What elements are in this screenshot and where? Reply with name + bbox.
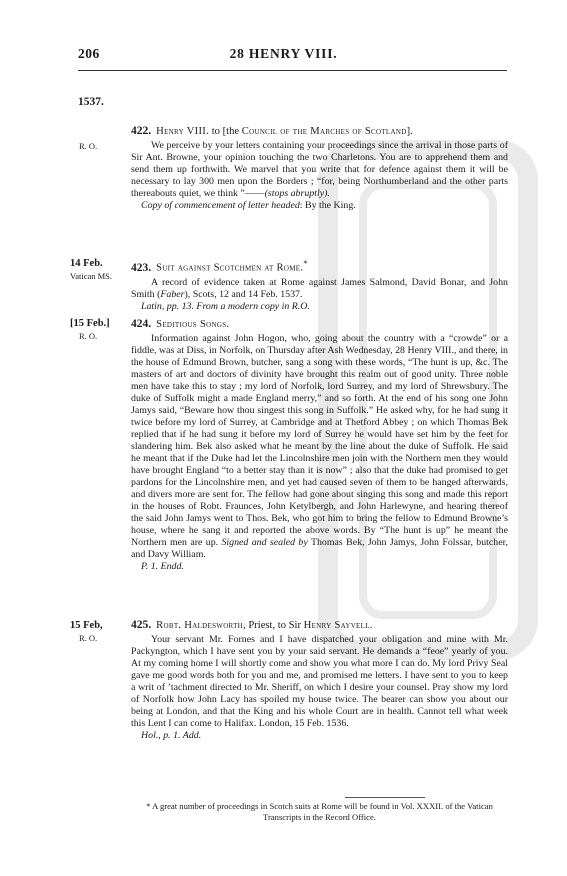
margin-source: Vatican MS. xyxy=(70,271,113,281)
entry-number: 425. xyxy=(131,619,152,631)
entry-body: A record of evidence taken at Rome against James Salmond, David Bonar, and John Smith (Faber), Scots, 12 and 14 Feb. 1537. xyxy=(131,276,508,300)
entry-425 xyxy=(131,619,508,742)
entry-number: 422. xyxy=(131,125,152,137)
entry-number: 423. xyxy=(131,261,152,274)
margin-422 xyxy=(70,140,124,152)
page-number: 206 xyxy=(78,46,100,61)
entry-heading: 423. Suit against Scotchmen at Rome.* xyxy=(131,258,308,274)
entry-note: Hol., p. 1. Add. xyxy=(141,730,202,742)
entry-body: We perceive by your letters containing your proceedings since the arrival in those parts of Sir Ant. Browne, your opinion touching the two Charletons. You are to apprehend them and send them up forthwith. We marvel that you write that for defence against them it will be necessary to lay 300 men upon the Borders ; “for, being Northumberland and the other parts thereabouts quiet, we think ”——(stops abruptly). xyxy=(131,140,508,200)
running-title: 28 HENRY VIII. xyxy=(229,46,338,61)
margin-date: 15 Feb, xyxy=(70,620,103,631)
footnote-rule xyxy=(345,797,425,798)
entry-heading: 424. Seditious Songs. xyxy=(131,318,230,330)
entry-body: Your servant Mr. Fornes and I have dispatched your obligation and mine with Mr. Packyngton, which I have sent you by your said servant. He demands a “feoe” yearly of you. At my coming home I will shortly come and show you what more I can do. My lord Privy Seal gave me good words both for you and me, and promised me letters. I have sent to you to keep a writ of ’tachment directed to Mr. Sheriff, on which I desire your counsel. Pray show my lord of Norfolk how John Lacy has spoiled my house twice. The bearer can show you about our being at London, and that the King and his whole Court are in health. Cannot tell what week this Lent I can come to Halifax. London, 15 Feb. 1536. xyxy=(131,634,508,730)
margin-source: R. O. xyxy=(79,331,98,341)
running-header xyxy=(0,44,567,64)
margin-date: [15 Feb.] xyxy=(70,318,110,329)
footnote: * A great number of proceedings in Scotch suits at Rome will be found in Vol. XXXII. of the Vatican Transcripts in the Record Office. xyxy=(146,801,493,822)
year-label: 1537. xyxy=(78,96,104,108)
entry-422 xyxy=(131,125,508,212)
margin-date: 14 Feb. xyxy=(70,258,103,269)
header-rule xyxy=(78,70,507,71)
footnote-marker: * xyxy=(303,258,308,268)
margin-425 xyxy=(70,620,124,644)
entry-number: 424. xyxy=(131,318,152,330)
entry-note: Copy of commencement of letter headed: By the King. xyxy=(141,200,356,212)
margin-424 xyxy=(70,318,124,342)
margin-source: R. O. xyxy=(79,633,98,643)
entry-body: Information against John Hogon, who, going about the country with a “crowde” or a fiddle, was at Diss, in Norfolk, on Thursday after Ash Wednesday, 28 Henry VIII., and there, in the house of Edmund Brown, butcher, sang a song with these words, “The hunt is up, &c. The masters of art and doctors of divinity have brought this realm out of good unity. Three noble men have take this to stay ; my lord of Norfolk, lord Surrey, and my lord of Shrewsbury. The duke of Suffolk might a made England merry,” and so forth. At the end of his song one John Jamys said, “Beware how thou singest this song in Suffolk.” He asked why, for he had sung it twice before my lord of Surrey, at Cambridge and at Thetford Abbey ; on which Thomas Bek replied that if he had sung it before my lord of Surrey he would have set him by the feet for slandering him. Bek also asked what he meant by the line about the duke of Suffolk. He said he meant that if the Duke had let the Lincolnshire men join with the Northern men they would have brought England “to a better stay than it is now” ; also that the duke had promised to get pardons for the Lincolnshire men, and yet had caused seven of them to be hanged afterwards, and divers more are sent for. The fellow had gone about singing this song and made this report in the houses of Robt. Fraunces, John Ketylbergh, and John Harlewyne, and hearing thereof the said John Jamys went to Thos. Bek, who got him to bring the fellow to Edmund Browne’s house, where he sang it and reported the above words. By “The hunt is up” he meant the Northern men are up. Signed and sealed by Thomas Bek, John Jamys, John Folssar, butcher, and Davy William. xyxy=(131,333,508,560)
margin-423 xyxy=(70,258,124,282)
entry-heading: 425. Robt. Haldesworth, Priest, to Sir Henry Sayvell. xyxy=(131,619,373,631)
entry-note: P. 1. Endd. xyxy=(141,560,184,572)
entry-note: Latin, pp. 13. From a modern copy in R.O. xyxy=(141,300,310,312)
margin-source: R. O. xyxy=(79,141,98,151)
entry-423 xyxy=(131,257,508,313)
entry-heading: 422. Henry VIII. to [the Council of the Marches of Scotland]. xyxy=(131,125,413,137)
entry-424 xyxy=(131,318,508,572)
